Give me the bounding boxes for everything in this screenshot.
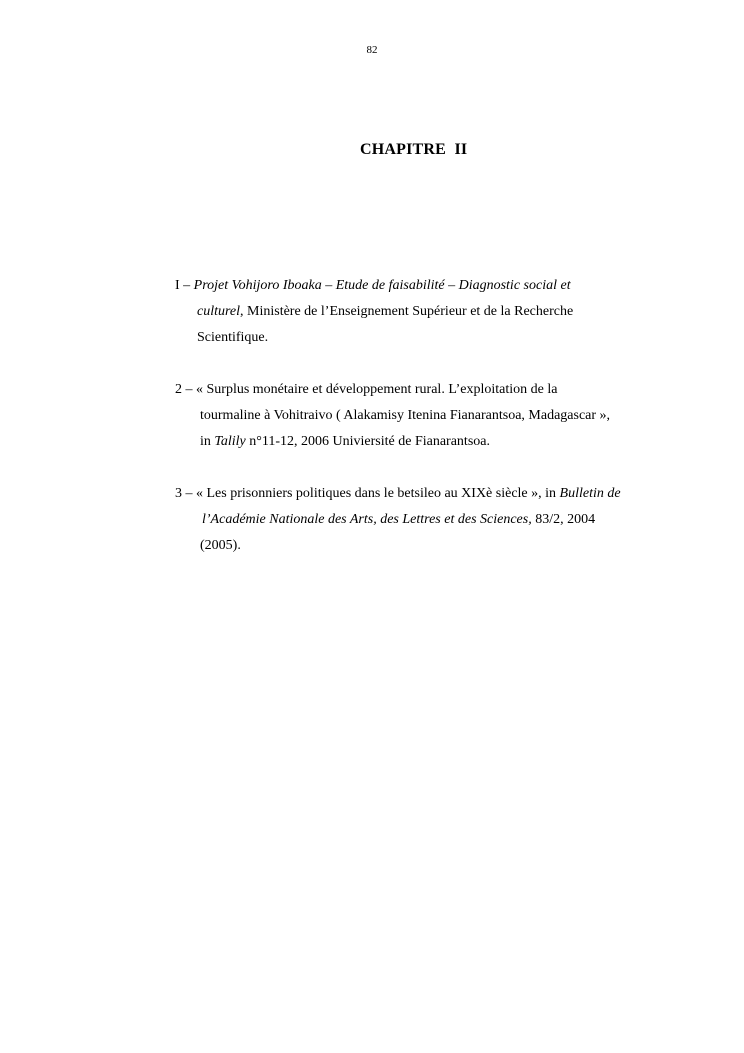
reference-1-line-2 [175, 299, 675, 325]
reference-3-line-1 [175, 481, 675, 507]
page-number [0, 44, 744, 56]
page-number-text: 82 [366, 44, 378, 56]
reference-item-2 [175, 377, 675, 455]
reference-3-details: 83/2, 2004 [531, 512, 596, 527]
reference-2-journal: Talily [214, 434, 246, 449]
reference-item-3 [175, 481, 675, 559]
reference-3-journal-cont: l’Académie Nationale des Arts, des Lettres et des Sciences, [202, 512, 532, 527]
reference-3-line-2 [175, 507, 675, 533]
reference-1-line-3: Scientifique. [197, 330, 269, 345]
reference-2-line-1: 2 – « Surplus monétaire et développement rural. L’exploitation de la [175, 382, 558, 397]
reference-list [175, 273, 675, 585]
reference-1-line-1 [175, 273, 675, 299]
reference-2-line-3 [175, 429, 675, 455]
reference-3-line-3: (2005). [200, 538, 241, 553]
reference-1-title-cont: culturel [197, 304, 241, 319]
chapter-title: CHAPITRE II [360, 141, 468, 158]
reference-1-title: Projet Vohijoro Iboaka – Etude de faisabilité – Diagnostic social et [193, 278, 571, 293]
reference-1-publisher: , Ministère de l’Enseignement Supérieur et de la Recherche [240, 304, 574, 319]
reference-2-line-2: tourmaline à Vohitraivo ( Alakamisy Itenina Fianarantsoa, Madagascar », [200, 408, 611, 423]
reference-3-journal: Bulletin de [559, 486, 621, 501]
reference-1-number: I – [175, 278, 194, 293]
reference-item-1 [175, 273, 675, 351]
reference-3-title: 3 – « Les prisonniers politiques dans le betsileo au XIXè siècle », in [175, 486, 560, 501]
reference-2-in: in [200, 434, 215, 449]
reference-2-details: n°11-12, 2006 Univiersité de Fianarantsoa. [245, 434, 490, 449]
